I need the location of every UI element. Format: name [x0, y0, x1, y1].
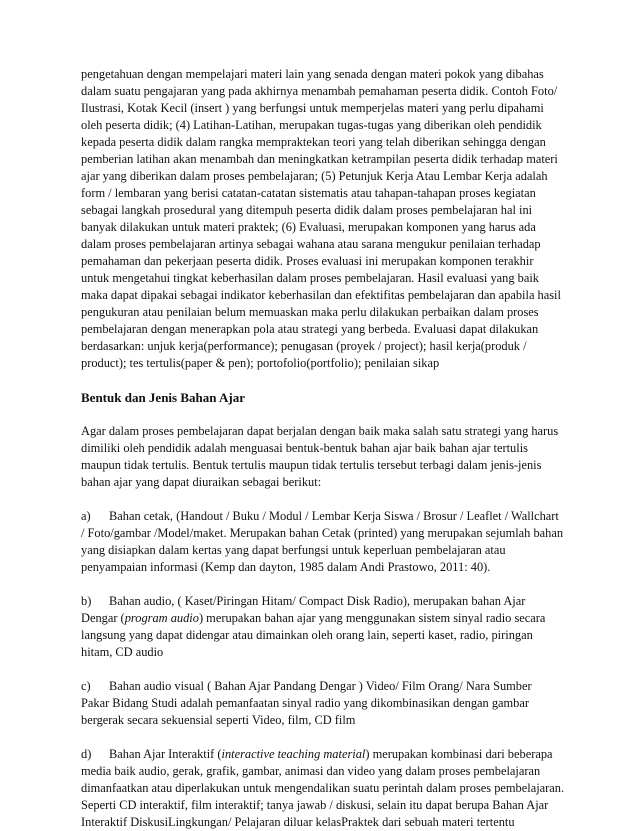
- list-item-c: [81, 678, 565, 729]
- text-line: yang disiapkan dalam kertas yang dapat berfungsi untuk keperluan pembelajaran atau: [81, 543, 506, 557]
- paragraph-evaluation: [81, 66, 565, 372]
- text-line: dalam suatu pengajaran yang pada akhirnya menambah pemahaman peserta didik. Contoh Foto/: [81, 84, 558, 98]
- item-label: a): [81, 509, 91, 523]
- item-text-italic: program audio: [124, 611, 199, 625]
- list-item-d: [81, 746, 565, 831]
- item-text: Bahan cetak, (Handout / Buku / Modul / Lembar Kerja Siswa / Brosur / Leaflet / Wallchart: [109, 509, 559, 523]
- text-line: Seperti CD interaktif, film interaktif; tanya jawab / diskusi, selain itu dapat berupa Bahan Ajar: [81, 798, 549, 812]
- text-line: pengetahuan dengan mempelajari materi lain yang senada dengan materi pokok yang dibahas: [81, 67, 544, 81]
- text-line: Interaktif DiskusiLingkungan/ Pelajaran diluar kelasPraktek dari sebuah materi tertentu: [81, 815, 515, 829]
- text-line: berdasarkan: unjuk kerja(performance); penugasan (proyek / project); hasil kerja(produk /: [81, 339, 527, 353]
- item-text: Bahan Ajar Interaktif (: [109, 747, 222, 761]
- text-line: dimiliki oleh pendidik adalah menguasai bentuk-bentuk bahan ajar baik bahan ajar tertulis: [81, 441, 528, 455]
- text-line: ajar yang diberikan dalam proses pembelajaran; (5) Petunjuk Kerja Atau Lembar Kerja adalah: [81, 169, 548, 183]
- text-line: Agar dalam proses pembelajaran dapat berjalan dengan baik maka salah satu strategi yang harus: [81, 424, 559, 438]
- text-column: [81, 66, 565, 831]
- text-line: langsung yang dapat didengar atau dimainkan oleh orang lain, seperti kaset, radio, piringan: [81, 628, 533, 642]
- text-line: sebagai langkah prosedural yang ditempuh peserta didik dalam proses pembelajaran hal ini: [81, 203, 533, 217]
- text-line: bergerak secara sekuensial seperti Video, film, CD film: [81, 713, 356, 727]
- list-item-b: [81, 593, 565, 661]
- text-line: oleh peserta didik; (4) Latihan-Latihan, merupakan tugas-tugas yang diberikan oleh pendidik: [81, 118, 542, 132]
- text-line: form / lembaran yang berisi catatan-catatan sistematis atau tahapan-tahapan proses kegiatan: [81, 186, 536, 200]
- text-line: pemahaman dan pekerjaan peserta didik. Proses evaluasi ini merupakan komponen terakhir: [81, 254, 534, 268]
- item-label: b): [81, 594, 92, 608]
- item-text: Dengar (: [81, 611, 125, 625]
- paragraph-intro: [81, 423, 565, 491]
- text-line: dimanfaatkan atau diperlakukan untuk mengendalikan suatu perintah dalam proses pembelajaran.: [81, 781, 565, 795]
- text-line: bahan ajar yang dapat diuraikan sebagai berikut:: [81, 475, 322, 489]
- text-line: Pakar Bidang Studi adalah pemanfaatan sinyal radio yang dikombinasikan dengan gambar: [81, 696, 529, 710]
- text-line: penyampaian informasi (Kemp dan dayton, 1985 dalam Andi Prastowo, 2011: 40).: [81, 560, 491, 574]
- item-label: d): [81, 747, 92, 761]
- text-line: banyak dilakukan untuk materi praktek; (6) Evaluasi, merupakan komponen yang harus ada: [81, 220, 536, 234]
- list-item-a: [81, 508, 565, 576]
- item-label: c): [81, 679, 91, 693]
- text-line: media baik audio, gerak, grafik, gambar, animasi dan video yang dalam proses pembelajaran: [81, 764, 541, 778]
- text-line: / Foto/gambar /Model/maket. Merupakan bahan Cetak (printed) yang merupakan sejumlah bahan: [81, 526, 564, 540]
- text-line: pemberian latihan akan menambah dan meningkatkan ketrampilan peserta didik terhadap materi: [81, 152, 558, 166]
- text-line: product); tes tertulis(paper & pen); portofolio(portfolio); penilaian sikap: [81, 356, 440, 370]
- text-line: Ilustrasi, Kotak Kecil (insert ) yang berfungsi untuk memperjelas materi yang perlu dipahami: [81, 101, 544, 115]
- item-text: Bahan audio, ( Kaset/Piringan Hitam/ Compact Disk Radio), merupakan bahan Ajar: [109, 594, 526, 608]
- text-line: pengukuran atau penilaian belum memuaskan maka perlu dilakukan perbaikan dalam proses: [81, 305, 539, 319]
- item-text: ) merupakan bahan ajar yang menggunakan sistem sinyal radio secara: [198, 611, 546, 625]
- text-line: dalam proses pembelajaran artinya sebagai wahana atau sarana mengukur penilaian terhadap: [81, 237, 541, 251]
- text-line: kepada peserta didik dalam rangka mempraktekan teori yang telah diberikan sehingga dengan: [81, 135, 546, 149]
- item-text-italic: interactive teaching material: [221, 747, 366, 761]
- text-line: pembelajaran dengan menerapkan pola atau strategi yang berbeda. Evaluasi dapat dilakukan: [81, 322, 539, 336]
- item-text: Bahan audio visual ( Bahan Ajar Pandang Dengar ) Video/ Film Orang/ Nara Sumber: [109, 679, 532, 693]
- text-line: untuk mengetahui tingkat keberhasilan dalam proses pembelajaran. Hasil evaluasi yang baik: [81, 271, 539, 285]
- text-line: maka dapat dipakai sebagai indikator keberhasilan dan efektifitas pembelajaran dan apabila hasil: [81, 288, 561, 302]
- section-heading: Bentuk dan Jenis Bahan Ajar: [81, 390, 245, 405]
- text-line: maupun tidak tertulis. Bentuk tertulis maupun tidak tertulis tersebut terbagi dalam jenis-jenis: [81, 458, 542, 472]
- item-text: ) merupakan kombinasi dari beberapa: [365, 747, 553, 761]
- text-line: hitam, CD audio: [81, 645, 164, 659]
